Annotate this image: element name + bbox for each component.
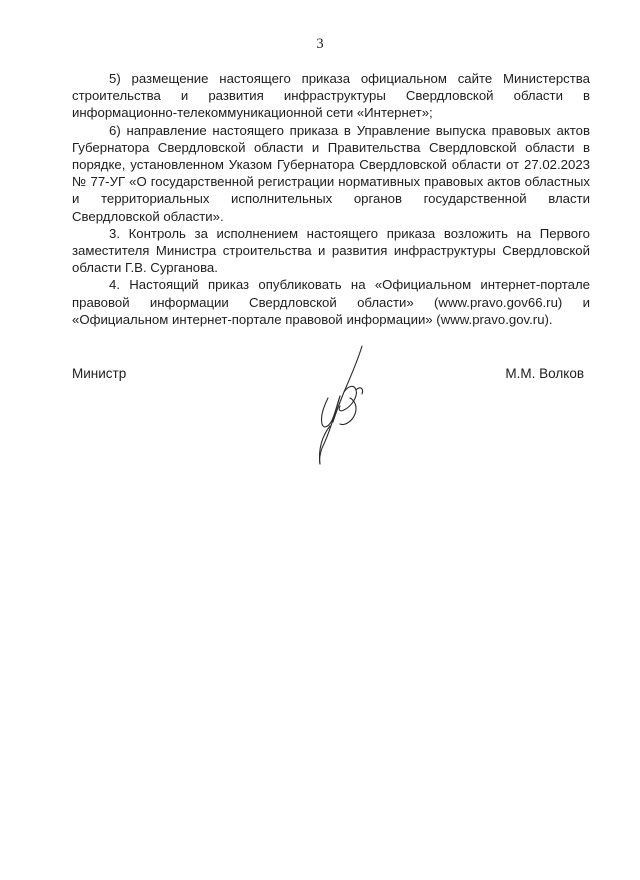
paragraph-publication-site: 5) размещение настоящего приказа официальном сайте Министерства строительства и развития инфраструктуры Свердловской области в информационно-телекоммуникационной сети «Интернет»;	[72, 71, 590, 121]
paragraph-publication-portal: 4. Настоящий приказ опубликовать на «Официальном интернет-портале правовой информации Свердловской области» (www.pravo.gov66.ru) и «Официальном интернет-портале правовой информации» (www.pravo.gov.ru).	[72, 277, 590, 327]
handwritten-signature	[300, 340, 400, 470]
document-body	[72, 70, 590, 328]
page-number: 3	[316, 36, 324, 52]
paragraph-control: 3. Контроль за исполнением настоящего приказа возложить на Первого заместителя Министра строительства и развития инфраструктуры Свердловской области Г.В. Сурганова.	[72, 225, 590, 276]
signatory-title: Министр	[72, 366, 127, 381]
paragraph-registration: 6) направление настоящего приказа в Управление выпуска правовых актов Губернатора Свердловской области и Правительства Свердловской области в порядке, установленном Указом Губернатора Свердловской области от 27.02.2023 № 77-УГ «О государственной регистрации нормативных правовых актов областных и территориальных исполнительных органов государственной власти Свердловской области».	[72, 122, 590, 224]
signatory-name: М.М. Волков	[505, 366, 584, 381]
